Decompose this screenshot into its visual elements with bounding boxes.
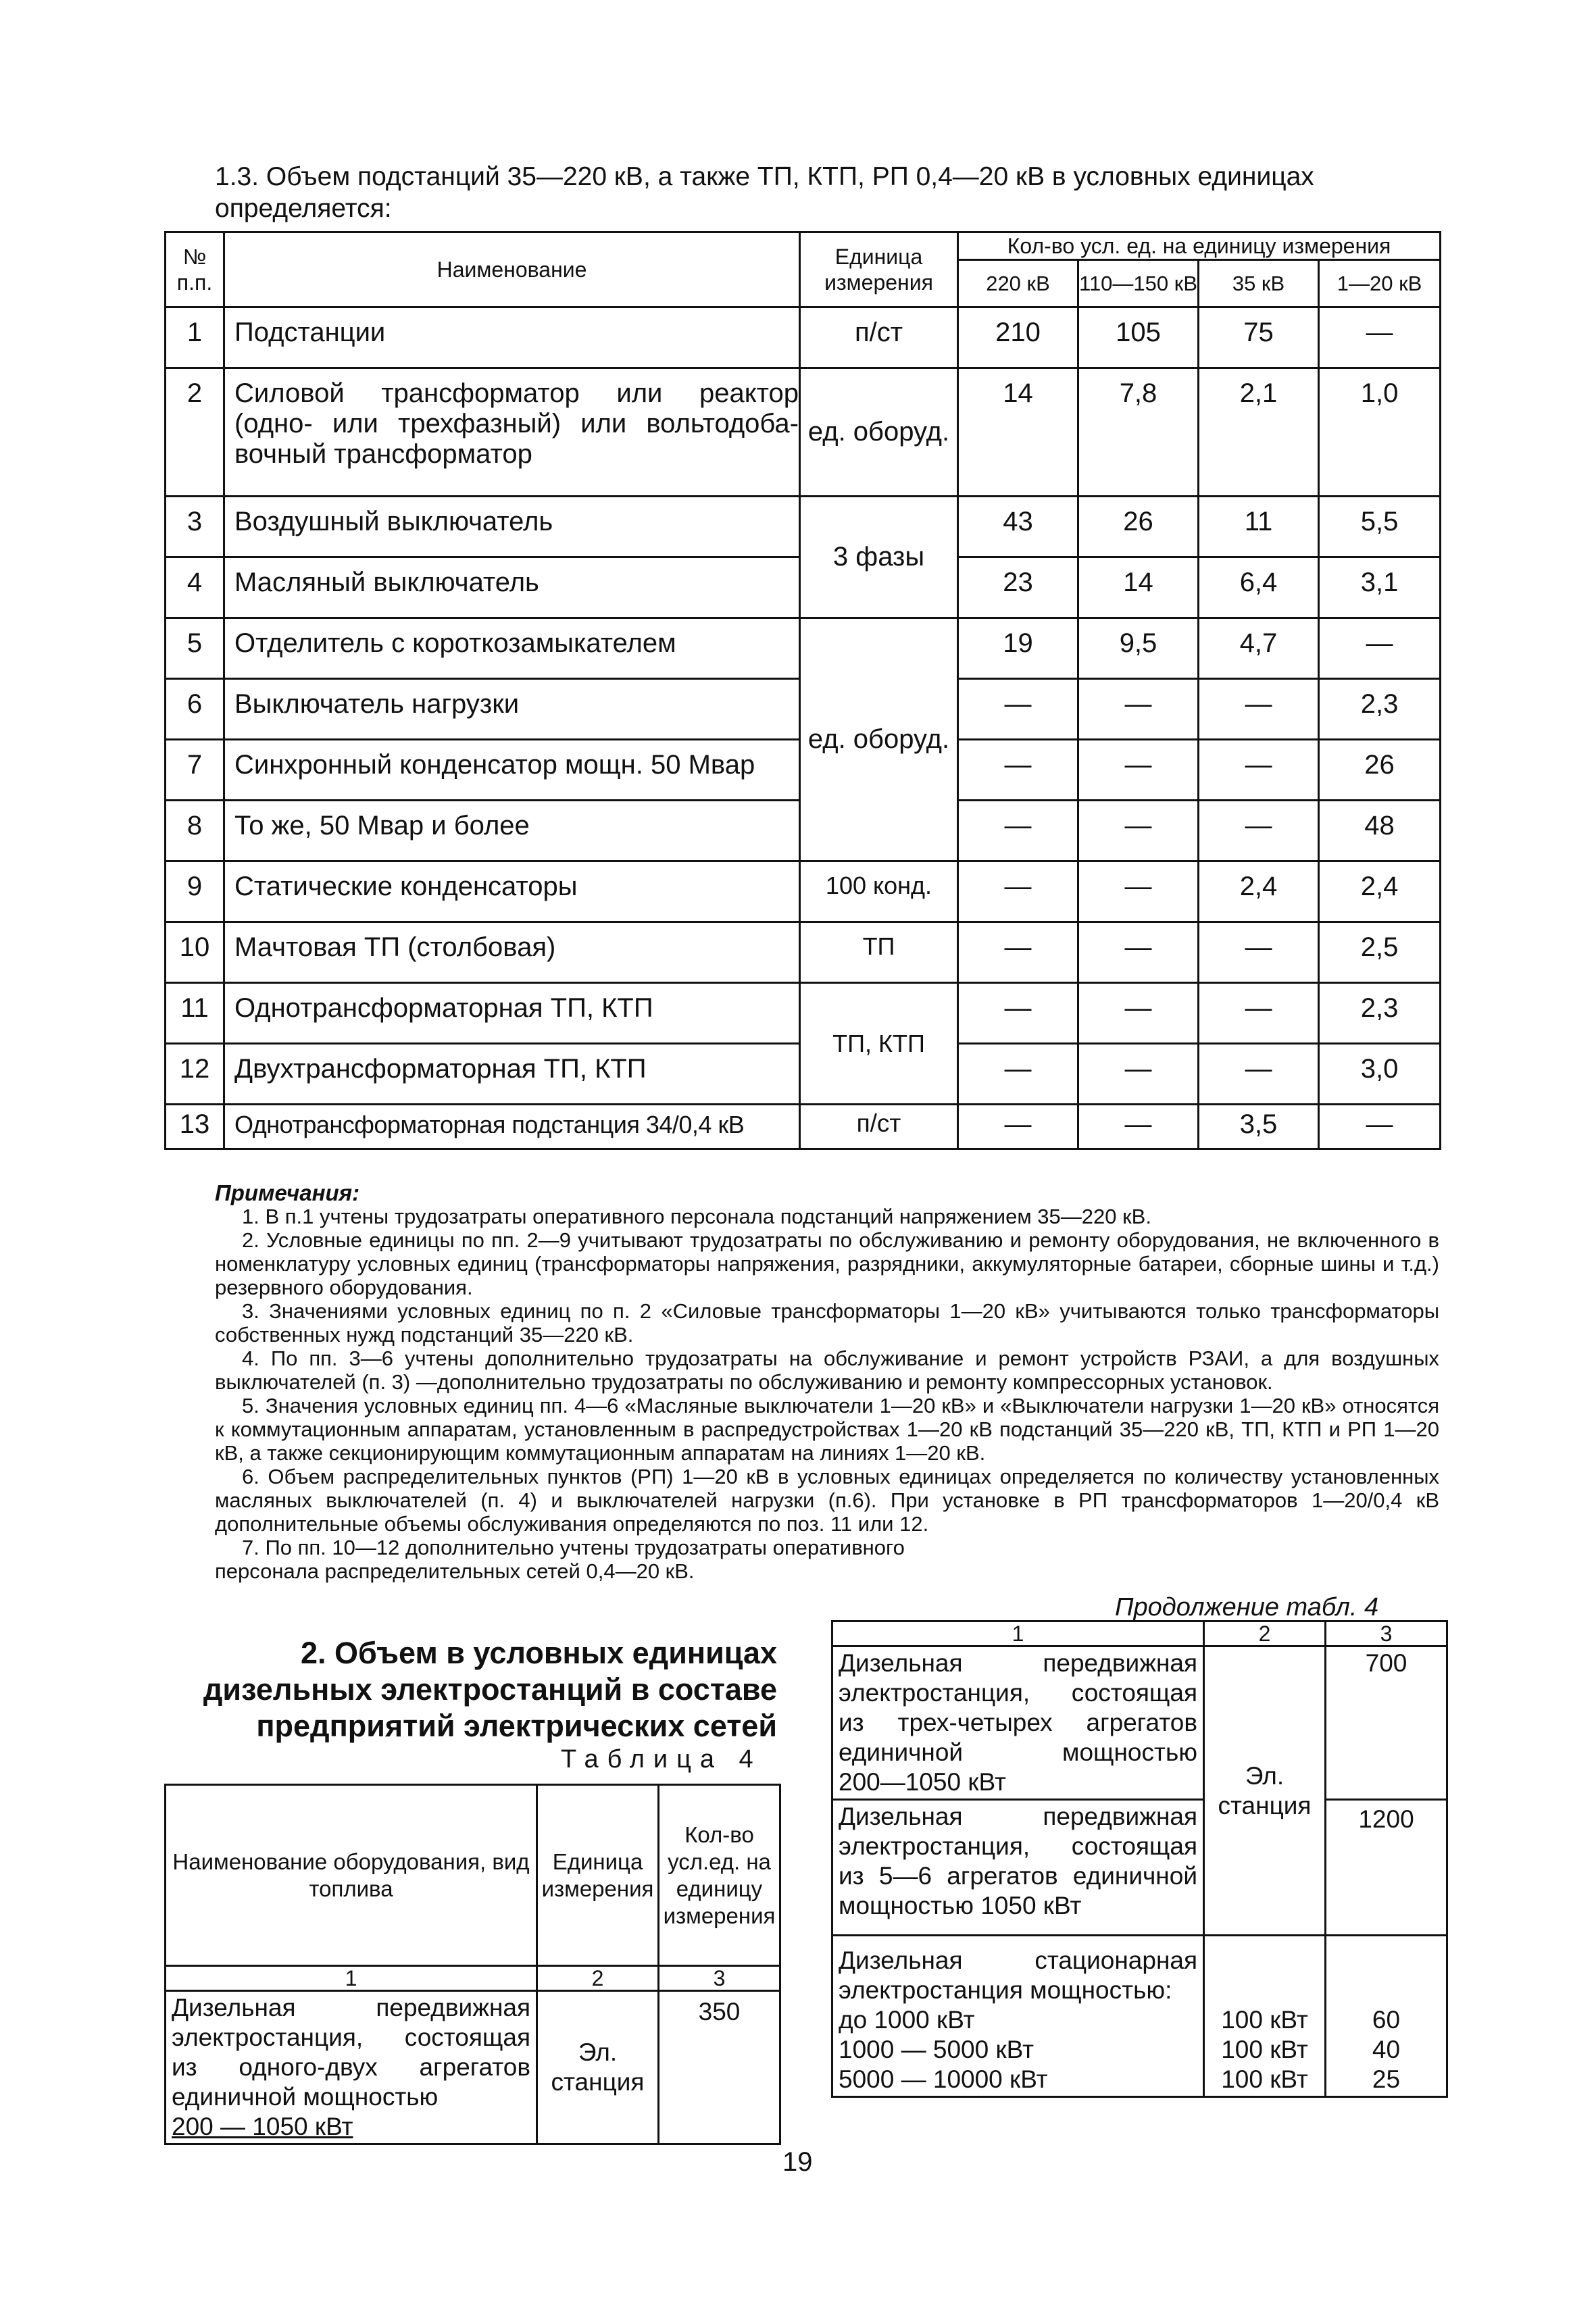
section-heading	[162, 1635, 777, 1744]
cell: —	[1078, 679, 1199, 740]
diesel-table-continuation	[831, 1620, 1448, 2098]
table-row	[166, 861, 1441, 922]
cell: 14	[958, 368, 1078, 497]
header-group: Кол-во усл. ед. на единицу измерения	[958, 232, 1441, 260]
table-row	[166, 1991, 780, 2144]
cell: —	[958, 922, 1078, 983]
table-row	[166, 922, 1441, 983]
cell: ед. оборуд.	[800, 368, 958, 497]
cell: 9	[166, 861, 224, 922]
cell: 6,4	[1199, 557, 1319, 618]
cell: Однотрансформаторная ТП, КТП	[224, 983, 800, 1044]
cell: 19	[958, 618, 1078, 679]
note-item: 3. Значениями условных единиц по п. 2 «Силовые трансформаторы 1—20 кВ» учитываются только трансформаторы собственных нужд подстанций 35—220 кВ.	[215, 1299, 1439, 1347]
cell: —	[1199, 679, 1319, 740]
table-row	[166, 497, 1441, 557]
cell: 5	[166, 618, 224, 679]
cell: 2,1	[1199, 368, 1319, 497]
cell-line: 100 кВт	[1221, 2036, 1308, 2063]
cell: 26	[1078, 497, 1199, 557]
cell: 75	[1199, 307, 1319, 368]
table-row	[166, 368, 1441, 497]
cell-line: единичной мощностью	[172, 2083, 439, 2111]
table-row	[832, 1936, 1447, 2097]
col-index: 1	[166, 1966, 537, 1991]
substations-table	[164, 231, 1441, 1150]
note-item: 7. По пп. 10—12 дополнительно учтены трудозатраты оперативного персонала распределительных сетей 0,4—20 кВ.	[215, 1536, 905, 1583]
cell-line: 40	[1372, 2036, 1401, 2063]
cell: 6	[166, 679, 224, 740]
cell: Синхронный конденсатор мощн. 50 Мвар	[224, 740, 800, 801]
cell: —	[958, 983, 1078, 1044]
col-index: 2	[1204, 1621, 1326, 1646]
cell: 48	[1319, 801, 1441, 861]
table-label: Таблица 4	[561, 1745, 762, 1774]
cell-line: до 1000 кВт	[839, 2006, 975, 2034]
header-110: 110—150 кВ	[1078, 260, 1199, 307]
cell: 4	[166, 557, 224, 618]
header-name: Наименование оборудования, вид топлива	[166, 1785, 537, 1966]
cell-line: 1000 — 5000 кВт	[839, 2036, 1034, 2063]
diesel-table	[164, 1784, 781, 2145]
header-name: Наименование	[224, 232, 800, 307]
cell: 7,8	[1078, 368, 1199, 497]
cell: 3,5	[1199, 1105, 1319, 1149]
cell: —	[1078, 922, 1199, 983]
note-item: 6. Объем распределительных пунктов (РП) 1—20 кВ в условных единицах определяется по количеству установленных масляных выключателей (п. 4) и выключателей нагрузки (п.6). При установке в РП трансформаторов 1—20/0,4 кВ дополнительные объемы обслуживания определяются по поз. 11 или 12.	[215, 1465, 1439, 1536]
col-index: 1	[832, 1621, 1204, 1646]
cell-line: электростанция, состоящая	[839, 1679, 1197, 1707]
cell-line: электростанция мощностью:	[839, 1976, 1172, 2004]
table-row	[166, 1105, 1441, 1149]
cell-line: Дизельная передвижная	[172, 1994, 530, 2021]
cell: —	[958, 1044, 1078, 1105]
header-1-20: 1—20 кВ	[1319, 260, 1441, 307]
cell	[832, 1800, 1204, 1936]
cell	[224, 368, 800, 497]
cell: 2,4	[1319, 861, 1441, 922]
cell: 26	[1319, 740, 1441, 801]
cell: 13	[166, 1105, 224, 1149]
cell: 100 конд.	[800, 861, 958, 922]
cell: 1	[166, 307, 224, 368]
note-item: 4. По пп. 3—6 учтены дополнительно трудозатраты на обслуживание и ремонт устройств РЗАИ, а для воздушных выключателей (п. 3) —дополнительно трудозатраты по обслуживанию и ремонту компрессорных установок.	[215, 1347, 1439, 1394]
cell-line: 60	[1372, 2006, 1401, 2034]
heading-line: предприятий электрических сетей	[256, 1709, 777, 1743]
cell: 2,5	[1319, 922, 1441, 983]
cell: 2,3	[1319, 983, 1441, 1044]
cell: —	[1078, 861, 1199, 922]
cell: 105	[1078, 307, 1199, 368]
heading-line: 2. Объем в условных единицах	[300, 1636, 777, 1670]
intro-text: 1.3. Объем подстанций 35—220 кВ, а также ТП, КТП, РП 0,4—20 кВ в условных единицах определяется:	[215, 162, 1314, 223]
cell: Эл. станция	[1204, 1646, 1326, 1936]
cell-line: вочный трансформатор	[234, 439, 532, 469]
note-item: 1. В п.1 учтены трудозатраты оперативного персонала подстанций напряжением 35—220 кВ.	[242, 1205, 1151, 1228]
cell: —	[1319, 618, 1441, 679]
header-35: 35 кВ	[1199, 260, 1319, 307]
cell-line: 5000 — 10000 кВт	[839, 2065, 1048, 2093]
cell: Подстанции	[224, 307, 800, 368]
header-num: № п.п.	[166, 232, 224, 307]
cell: —	[1078, 801, 1199, 861]
cell: 10	[166, 922, 224, 983]
cell: Двухтрансформаторная ТП, КТП	[224, 1044, 800, 1105]
table-row	[166, 307, 1441, 368]
cell: —	[1078, 983, 1199, 1044]
cell: 3	[166, 497, 224, 557]
cell-line: Силовой трансформатор или реактор	[234, 378, 799, 408]
cell: 23	[958, 557, 1078, 618]
cell: —	[1078, 740, 1199, 801]
cell-line: из одного-двух агрегатов	[172, 2053, 530, 2081]
cell: ТП, КТП	[800, 983, 958, 1105]
cell: п/ст	[800, 1105, 958, 1149]
header-qty: Кол-во усл.ед. на единицу измерения	[659, 1785, 780, 1966]
cell-line: Дизельная передвижная	[839, 1803, 1197, 1830]
cell: 9,5	[1078, 618, 1199, 679]
cell: Воздушный выключатель	[224, 497, 800, 557]
cell-line: 200 — 1050 кВт	[172, 2113, 353, 2140]
cell-line: мощностью 1050 кВт	[839, 1892, 1082, 1919]
cell: Статические конденсаторы	[224, 861, 800, 922]
cell: —	[1078, 1105, 1199, 1149]
cell: —	[1199, 922, 1319, 983]
cell: 2,4	[1199, 861, 1319, 922]
cell: п/ст	[800, 307, 958, 368]
cell-line: из трех-четырех агрегатов	[839, 1709, 1197, 1736]
cell-line: электростанция, состоящая	[172, 2023, 530, 2051]
cell: —	[958, 740, 1078, 801]
cell: 3,0	[1319, 1044, 1441, 1105]
cell: —	[958, 679, 1078, 740]
header-unit: Единица измерения	[537, 1785, 659, 1966]
cell: 700	[1326, 1646, 1447, 1800]
cell: 3,1	[1319, 557, 1441, 618]
cell: Выключатель нагрузки	[224, 679, 800, 740]
header-unit: Единица измерения	[800, 232, 958, 307]
cell-line: единичной мощностью	[839, 1738, 1197, 1766]
cell: 1200	[1326, 1800, 1447, 1936]
cell	[166, 1991, 537, 2144]
cell: —	[1078, 1044, 1199, 1105]
cell: 350	[659, 1991, 780, 2144]
notes-title: Примечания:	[215, 1180, 360, 1205]
cell: 1,0	[1319, 368, 1441, 497]
cell: —	[1319, 307, 1441, 368]
cell: ТП	[800, 922, 958, 983]
cell	[832, 1936, 1204, 2097]
cell: Масляный выключатель	[224, 557, 800, 618]
cell-line: (одно- или трехфазный) или вольтодоба-	[234, 409, 799, 438]
table-row	[832, 1646, 1447, 1800]
notes	[215, 1181, 1439, 1583]
cell-line: 100 кВт	[1221, 2006, 1308, 2034]
page-number: 19	[782, 2147, 813, 2177]
cell: То же, 50 Мвар и более	[224, 801, 800, 861]
table-row	[166, 983, 1441, 1044]
cell: 4,7	[1199, 618, 1319, 679]
cell: —	[1319, 1105, 1441, 1149]
cell-line: 25	[1372, 2065, 1401, 2093]
cell: 14	[1078, 557, 1199, 618]
cell-line: из 5—6 агрегатов единичной	[839, 1862, 1197, 1890]
cell: —	[958, 861, 1078, 922]
cell: 43	[958, 497, 1078, 557]
continuation-label: Продолжение табл. 4	[1115, 1593, 1379, 1621]
cell-line: 100 кВт	[1221, 2065, 1308, 2093]
cell: 8	[166, 801, 224, 861]
cell-line: электростанция, состоящая	[839, 1832, 1197, 1860]
cell-line: 200—1050 кВт	[839, 1768, 1006, 1796]
col-index: 2	[537, 1966, 659, 1991]
col-index: 3	[659, 1966, 780, 1991]
cell: Однотрансформаторная подстанция 34/0,4 кВ	[224, 1105, 800, 1149]
cell: 11	[166, 983, 224, 1044]
cell	[1326, 1936, 1447, 2097]
cell: Эл. станция	[537, 1991, 659, 2144]
col-index: 3	[1326, 1621, 1447, 1646]
header-220: 220 кВ	[958, 260, 1078, 307]
cell	[1204, 1936, 1326, 2097]
table-row	[832, 1800, 1447, 1936]
cell: 5,5	[1319, 497, 1441, 557]
cell: —	[1199, 801, 1319, 861]
cell-line: Дизельная стационарная	[839, 1946, 1197, 1974]
cell: —	[1199, 983, 1319, 1044]
cell: ед. оборуд.	[800, 618, 958, 861]
note-item: 5. Значения условных единиц пп. 4—6 «Масляные выключатели 1—20 кВ» и «Выключатели нагрузки 1—20 кВ» относятся к коммутационным аппаратам, установленным в распредустройствах 1—20 кВ подстанций 35—220 кВ, ТП, КТП и РП 1—20 кВ, а также секционирующим коммутационным аппаратам на линиях 1—20 кВ.	[215, 1394, 1439, 1465]
cell: Мачтовая ТП (столбовая)	[224, 922, 800, 983]
cell: 210	[958, 307, 1078, 368]
cell: 2,3	[1319, 679, 1441, 740]
cell: 11	[1199, 497, 1319, 557]
heading-line: дизельных электростанций в составе	[203, 1672, 777, 1707]
cell: 7	[166, 740, 224, 801]
cell: —	[958, 1105, 1078, 1149]
cell: —	[1199, 1044, 1319, 1105]
cell: 3 фазы	[800, 497, 958, 618]
cell	[832, 1646, 1204, 1800]
cell: 2	[166, 368, 224, 497]
note-item: 2. Условные единицы по пп. 2—9 учитывают трудозатраты по обслуживанию и ремонту оборудования, не включенного в номенклатуру условных единиц (трансформаторы напряжения, разрядники, аккумуляторные батареи, сборные шины и т.д.) резервного оборудования.	[215, 1228, 1439, 1299]
cell: 12	[166, 1044, 224, 1105]
cell: —	[1199, 740, 1319, 801]
table-row	[166, 618, 1441, 679]
cell: —	[958, 801, 1078, 861]
cell: Отделитель с короткозамыкателем	[224, 618, 800, 679]
cell-line: Дизельная передвижная	[839, 1649, 1197, 1677]
